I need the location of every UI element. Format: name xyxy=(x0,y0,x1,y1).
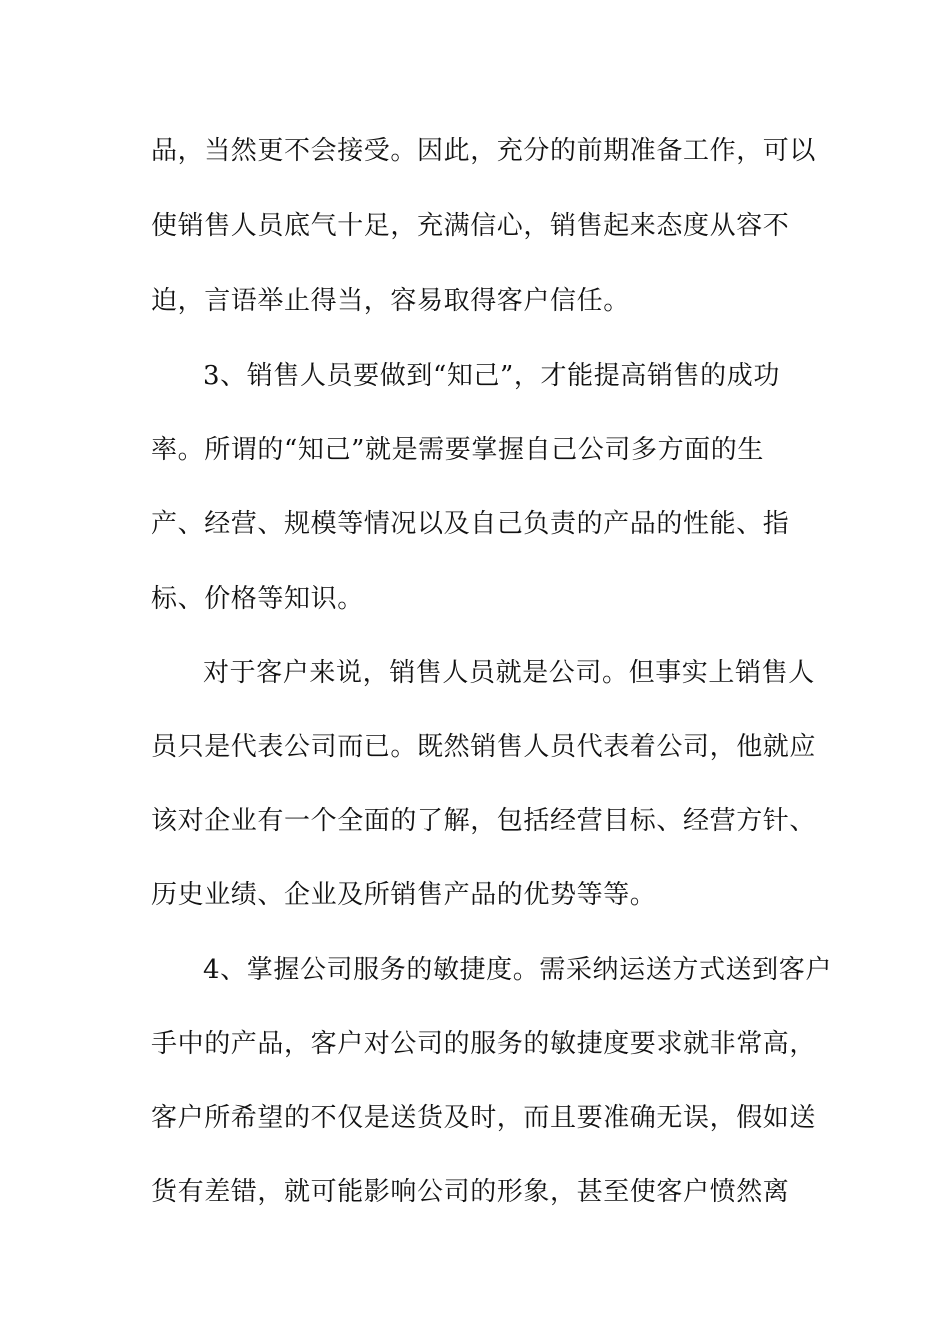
paragraph-first-line: 4、掌握公司服务的敏捷度。需采纳运送方式送到客户 xyxy=(203,955,832,985)
text-line: 品，当然更不会接受。因此，充分的前期准备工作，可以 xyxy=(151,136,817,166)
text-line: 产、经营、规模等情况以及自己负责的产品的性能、指 xyxy=(151,509,790,539)
text-line: 员只是代表公司而已。既然销售人员代表着公司，他就应 xyxy=(151,732,817,762)
text-line: 使销售人员底气十足，充满信心，销售起来态度从容不 xyxy=(151,211,790,241)
paragraph-first-line: 对于客户来说，销售人员就是公司。但事实上销售人 xyxy=(203,658,815,688)
text-line: 该对企业有一个全面的了解，包括经营目标、经营方针、 xyxy=(151,806,817,836)
text-line: 客户所希望的不仅是送货及时，而且要准确无误，假如送 xyxy=(151,1103,817,1133)
text-line: 手中的产品，客户对公司的服务的敏捷度要求就非常高， xyxy=(151,1029,817,1059)
paragraph-first-line: 3、销售人员要做到“知己”，才能提高销售的成功 xyxy=(203,361,780,391)
text-line: 标、价格等知识。 xyxy=(151,584,364,614)
text-line: 货有差错，就可能影响公司的形象，甚至使客户愤然离 xyxy=(151,1177,790,1207)
text-line: 迫，言语举止得当，容易取得客户信任。 xyxy=(151,286,630,316)
text-line: 率。所谓的“知己”就是需要掌握自己公司多方面的生 xyxy=(151,435,764,465)
text-line: 历史业绩、企业及所销售产品的优势等等。 xyxy=(151,880,657,910)
